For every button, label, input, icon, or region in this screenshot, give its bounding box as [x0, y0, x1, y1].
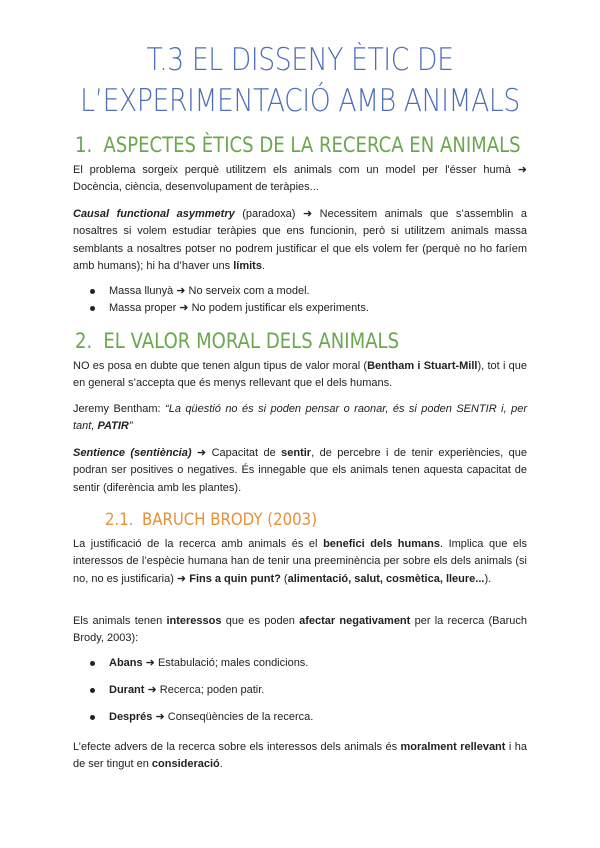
bullet-term: Després	[109, 710, 153, 723]
bentham-quote: “La qüestió no és si poden pensar o raonar, és si poden SENTIR i, per tant,	[73, 403, 527, 433]
consideration-term: consideració	[151, 758, 220, 771]
interests-term: interessos	[166, 615, 222, 627]
section-2-title: EL VALOR MORAL DELS ANIMALS	[103, 329, 400, 353]
paragraph-text: .	[261, 259, 265, 272]
paragraph-text: que es poden	[221, 615, 300, 627]
causal-asymmetry-term: Causal functional asymmetry	[73, 208, 235, 220]
paragraph-text: NO es posa en dubte que tenen algun tipus de valor moral (	[73, 360, 368, 372]
list-item: Massa proper ➜ No podem justificar els experiments.	[73, 300, 527, 317]
section-2-1-title: BARUCH BRODY (2003)	[141, 510, 318, 530]
bullet-text: ➜ Conseqüències de la recerca.	[152, 710, 314, 723]
paragraph-text: ), tot i que en general s’accepta que és menys rellevant que el dels humans.	[73, 360, 527, 390]
list-item: Massa llunyà ➜ No serveix com a model.	[73, 283, 527, 300]
question-term: Fins a quin punt?	[189, 572, 281, 585]
section-1-title: ASPECTES ÈTICS DE LA RECERCA EN ANIMALS	[103, 133, 521, 157]
bentham-mill-term: Bentham i Stuart-Mill	[367, 360, 478, 372]
list-item	[73, 655, 527, 672]
paragraph-text: . Implica que els interessos de l’espècie humana han de tenir una preeminència per sobre els dels animals (si no, no es justificaria) ➜	[73, 538, 527, 585]
section-1-paragraph-2	[73, 206, 527, 275]
bullet-text: ➜ Recerca; poden patir.	[144, 683, 265, 696]
paragraph-text: Els animals tenen	[73, 615, 167, 627]
paragraph-text: per la recerca (Baruch Brody, 2003):	[73, 615, 527, 645]
section-2-1-bullet-list	[73, 655, 527, 735]
quote-close: ”	[128, 420, 133, 433]
paragraph-text: L’efecte advers de la recerca sobre els interessos dels animals és	[73, 741, 401, 753]
section-2-1-paragraph-1	[73, 536, 527, 588]
sentience-paragraph	[73, 445, 527, 497]
moral-relevance-term: moralment rellevant	[400, 741, 506, 753]
section-1-heading	[75, 133, 522, 157]
limits-term: límits	[233, 259, 262, 272]
paragraph-text: ).	[484, 572, 492, 585]
paragraph-text: , de percebre i de tenir experiències, que podran ser positives o negatives. És innegable que els animals tenen aquesta capacitat de sentir (diferència amb les plantes).	[73, 447, 527, 494]
bullet-text: ➜ Estabulació; males condicions.	[142, 657, 309, 669]
section-2-1-heading	[105, 510, 317, 530]
paragraph-text: Jeremy Bentham:	[73, 403, 166, 415]
paragraph-text: ➜ Capacitat de	[191, 447, 282, 459]
paragraph-text: i ha de ser tingut en	[73, 741, 527, 771]
patir-term: PATIR	[97, 420, 129, 433]
uses-term: alimentació, salut, cosmètica, lleure...	[287, 572, 485, 585]
paragraph-text: (	[280, 572, 288, 585]
page-title-line2: L’EXPERIMENTACIÓ AMB ANIMALS	[80, 83, 520, 119]
section-2-heading	[75, 329, 522, 353]
bullet-term: Abans	[109, 657, 143, 669]
paragraph-text: La justificació de la recerca amb animals és el	[73, 538, 324, 550]
list-item	[73, 709, 527, 726]
sentience-term: Sentience (sentiència)	[73, 447, 192, 459]
section-1-number: 1.	[75, 133, 93, 157]
section-1-paragraph-1: El problema sorgeix perquè utilitzem els animals com un model per l'ésser humà ➜ Docència, ciència, desenvolupament de teràpies...	[73, 164, 527, 194]
section-1-bullet-list	[73, 283, 527, 318]
list-item	[73, 682, 527, 699]
sentir-term: sentir	[281, 447, 312, 459]
paragraph-text: (paradoxa) ➜ Necessitem animals que s’assemblin a nosaltres si volem estudiar teràpies que ens funcionin, però si utilitzem animals massa semblants a nosaltres potser no podrem justificar el que els volem fer (perquè no ho faríem amb humans); hi ha d’haver uns	[73, 208, 527, 272]
page-title-line1: T.3 EL DISSENY ÈTIC DE	[146, 42, 454, 78]
section-2-1-number: 2.1.	[105, 510, 134, 530]
bullet-term: Durant	[109, 683, 145, 696]
section-2-1-paragraph-3	[73, 739, 527, 774]
negative-effect-term: afectar negativament	[299, 615, 411, 627]
page-title	[42, 40, 558, 122]
section-2-paragraph-1	[73, 358, 527, 393]
section-2-1-paragraph-2	[73, 613, 527, 648]
benefit-term: benefici dels humans	[323, 538, 440, 550]
section-2-number: 2.	[75, 329, 93, 353]
paragraph-text: .	[219, 758, 223, 771]
bentham-quote-paragraph	[73, 401, 527, 436]
